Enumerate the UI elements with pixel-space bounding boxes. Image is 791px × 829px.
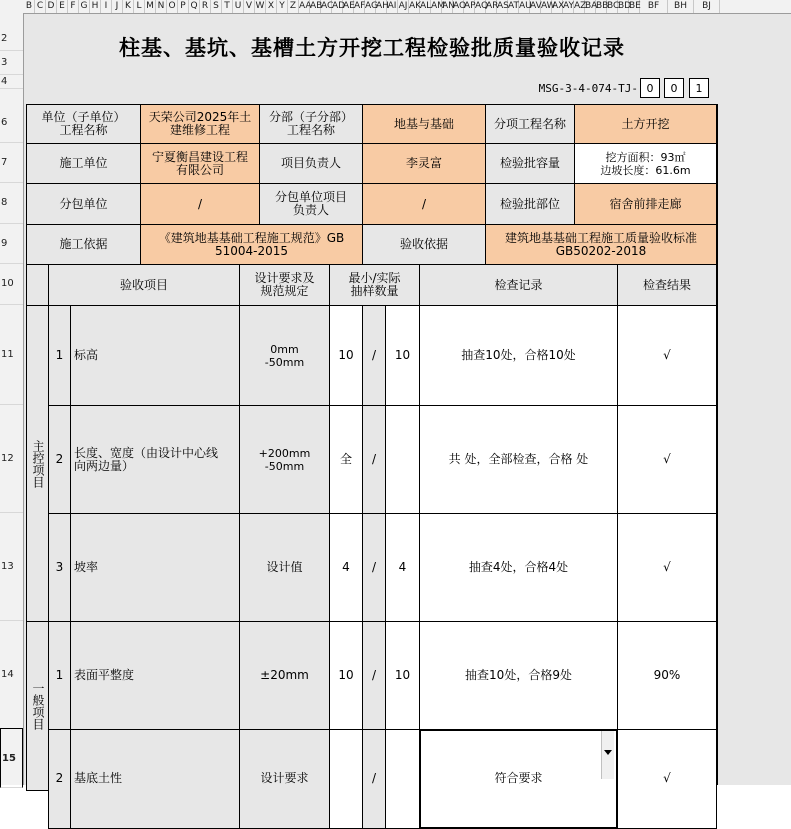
division-name-value[interactable]: 地基与基础 [362,104,486,144]
column-header-cell[interactable]: AK [409,1,422,11]
constructor-value[interactable]: 宁夏衡昌建设工程 有限公司 [140,143,260,184]
subcontractor-value[interactable]: / [140,183,260,225]
column-header-cell[interactable]: V [244,0,255,13]
unit-name-value[interactable]: 天荣公司2025年土 建维修工程 [140,104,260,144]
column-header-cell[interactable]: AW [541,1,556,11]
col-header-sampling: 最小/实际 抽样数量 [329,264,420,306]
column-header-cell[interactable]: AN [442,1,455,11]
subcontractor-pm-value[interactable]: / [362,183,486,225]
item-number: 1 [48,621,71,730]
group-main-control: 主控项目 [26,305,49,622]
column-header-cell[interactable]: B [24,0,35,13]
item-name: 长度、宽度（由设计中心线 向两边量） [70,405,240,514]
column-header-cell[interactable]: H [90,0,101,13]
column-header-cell[interactable]: AD [332,1,346,11]
column-header-cell[interactable]: AE [343,1,355,11]
item-check-result[interactable]: √ [617,405,717,514]
item-design-spec: +200mm -50mm [239,405,330,514]
column-header-cell[interactable]: I [101,0,112,13]
row-header-cell[interactable]: 15 [0,728,23,788]
column-header-cell[interactable]: AI [387,1,397,11]
column-header-cell[interactable]: AV [530,1,542,11]
batch-location-value[interactable]: 宿舍前排走廊 [574,183,717,225]
column-header-cell[interactable]: AT [508,1,519,11]
column-header-cell[interactable]: R [200,0,211,13]
item-number: 3 [48,513,71,622]
column-header-cell[interactable]: O [167,0,178,13]
item-sample-sep: / [362,405,386,514]
item-name: 标高 [70,305,240,406]
column-header-cell[interactable]: AY [563,1,574,11]
column-header-cell[interactable]: AG [365,1,378,11]
column-header-cell[interactable]: AP [464,1,476,11]
column-header-cell[interactable]: AH [376,1,389,11]
row-header-cell[interactable]: 6 [0,103,23,143]
item-check-result[interactable]: 90% [617,621,717,730]
table-right-border [716,104,718,785]
item-name: 基底土性 [70,729,240,829]
item-min-sample[interactable] [329,729,363,829]
worksheet [24,14,791,785]
constructor-label: 施工单位 [26,143,141,184]
item-sample-sep: / [362,621,386,730]
row-header-cell[interactable]: 14 [0,620,23,729]
acceptance-basis-value[interactable]: 建筑地基基础工程施工质量验收标准 GB50202-2018 [485,224,717,265]
item-actual-sample[interactable]: 10 [385,621,420,730]
item-number: 1 [48,305,71,406]
column-header-cell[interactable]: E [57,0,68,13]
item-design-spec: 设计要求 [239,729,330,829]
doc-code-digit[interactable]: 0 [664,78,684,98]
column-header-cell[interactable]: BH [668,0,694,13]
column-header-cell[interactable]: D [46,0,57,13]
subitem-name-label: 分项工程名称 [485,104,575,144]
row-header-cell[interactable]: 3 [0,51,23,75]
column-header-bar [0,0,791,14]
row-header-cell[interactable]: 12 [0,404,23,513]
item-actual-sample[interactable]: 10 [385,305,420,406]
column-header-cell[interactable]: S [211,0,222,13]
column-header-cell[interactable]: AM [431,1,445,11]
item-check-record[interactable]: 抽查10处，合格10处 [419,305,618,406]
project-manager-value[interactable]: 李灵富 [362,143,486,184]
column-header-cell[interactable]: AC [321,1,334,11]
item-name: 表面平整度 [70,621,240,730]
construction-basis-label: 施工依据 [26,224,141,265]
division-name-label: 分部（子分部） 工程名称 [259,104,363,144]
column-header-cell[interactable]: L [134,0,145,13]
column-header-cell[interactable]: F [68,0,79,13]
doc-code-digit[interactable]: 1 [689,78,709,98]
item-check-record[interactable]: 抽查4处，合格4处 [419,513,618,622]
item-design-spec: 0mm -50mm [239,305,330,406]
item-number: 2 [48,729,71,829]
column-header-cell[interactable]: Q [189,0,200,13]
row-header-cell[interactable]: 9 [0,223,23,264]
column-header-cell[interactable]: AZ [574,1,587,11]
batch-capacity-label: 检验批容量 [485,143,575,184]
row-header-cell[interactable]: 10 [0,263,23,305]
column-header-cell[interactable]: G [79,0,90,13]
column-header-cell[interactable]: AU [519,1,532,11]
column-header-cell[interactable]: P [178,0,189,13]
acceptance-basis-label: 验收依据 [362,224,486,265]
item-number: 2 [48,405,71,514]
item-check-result[interactable]: √ [617,513,717,622]
project-manager-label: 项目负责人 [259,143,363,184]
subcontractor-label: 分包单位 [26,183,141,225]
column-header-cell[interactable]: W [255,1,265,11]
item-sample-sep: / [362,513,386,622]
item-check-result[interactable]: √ [617,729,717,829]
column-header-cell[interactable]: BD [618,1,632,11]
column-header-cell[interactable]: BE [629,1,641,11]
col-header-record: 检查记录 [419,264,618,306]
construction-basis-value[interactable]: 《建筑地基基础工程施工规范》GB 51004-2015 [140,224,363,265]
col-header-result: 检查结果 [617,264,717,306]
item-sample-sep: / [362,305,386,406]
item-check-record[interactable]: 共 处，全部检查，合格 处 [419,405,618,514]
group-header-blank [26,264,49,306]
column-header-cell[interactable]: AX [552,1,565,11]
item-check-record[interactable]: 抽查10处，合格9处 [419,621,618,730]
column-header-cell[interactable]: C [35,0,46,13]
row-header-cell[interactable]: 11 [0,304,23,405]
doc-code-prefix: MSG-3-4-074-TJ- [538,81,638,95]
col-header-design: 设计要求及 规范规定 [239,264,330,306]
group-general: 一般项目 [26,621,49,791]
batch-capacity-value[interactable]: 挖方面积：93㎡ 边坡长度：61.6m [574,143,717,184]
unit-name-label: 单位（子单位） 工程名称 [26,104,141,144]
chevron-down-icon[interactable] [601,731,614,779]
column-header-cell[interactable]: AA [299,1,312,11]
column-header-cell[interactable]: AO [453,1,467,11]
item-name: 坡率 [70,513,240,622]
subitem-name-value[interactable]: 土方开挖 [574,104,717,144]
column-header-cell[interactable]: Y [277,0,288,13]
column-header-cell[interactable]: K [123,0,134,13]
item-check-result[interactable]: √ [617,305,717,406]
column-header-cell[interactable]: AB [310,1,323,11]
item-min-sample[interactable]: 10 [329,621,363,730]
col-header-item: 验收项目 [48,264,240,306]
item-min-sample[interactable]: 10 [329,305,363,406]
column-header-cell[interactable]: BA [585,1,598,11]
column-header-cell[interactable]: AR [486,1,499,11]
row-header-bar [0,13,24,785]
column-header-cell[interactable]: BF [640,0,668,13]
column-header-cell[interactable]: T [222,0,233,13]
item-sample-sep: / [362,729,386,829]
row-header-cell[interactable]: 13 [0,512,23,621]
item-actual-sample[interactable] [385,729,420,829]
column-header-cell[interactable]: AJ [398,1,408,11]
batch-location-label: 检验批部位 [485,183,575,225]
column-header-cell[interactable]: AS [497,1,509,11]
item-min-sample[interactable]: 4 [329,513,363,622]
column-header-cell[interactable]: AF [354,1,366,11]
column-header-cell[interactable]: Z [288,0,299,13]
row-header-cell[interactable]: 4 [0,75,23,89]
column-header-cell[interactable]: AL [420,1,432,11]
row-header-cell[interactable]: 2 [0,27,23,51]
page-title: 柱基、基坑、基槽土方开挖工程检验批质量验收记录 [119,35,625,60]
subcontractor-pm-label: 分包单位项目 负责人 [259,183,363,225]
item-min-sample[interactable]: 全 [329,405,363,514]
column-header-cell[interactable]: AQ [475,1,489,11]
item-design-spec: 设计值 [239,513,330,622]
column-header-cell[interactable]: U [233,0,244,13]
doc-code-digit[interactable]: 0 [640,78,660,98]
column-header-cell[interactable]: BC [607,1,620,11]
column-header-cell[interactable]: BJ [694,0,720,13]
item-actual-sample[interactable] [385,405,420,514]
item-check-record-dropdown[interactable]: 符合要求 [419,729,618,829]
column-header-cell[interactable]: BB [596,1,609,11]
item-actual-sample[interactable]: 4 [385,513,420,622]
column-header-cell[interactable]: J [112,0,123,13]
row-header-cell[interactable]: 7 [0,142,23,183]
column-header-cell[interactable]: N [156,0,167,13]
row-header-cell[interactable]: 8 [0,182,23,224]
column-header-cell[interactable]: M [145,0,156,13]
column-header-cell[interactable]: X [266,0,277,13]
item-design-spec: ±20mm [239,621,330,730]
